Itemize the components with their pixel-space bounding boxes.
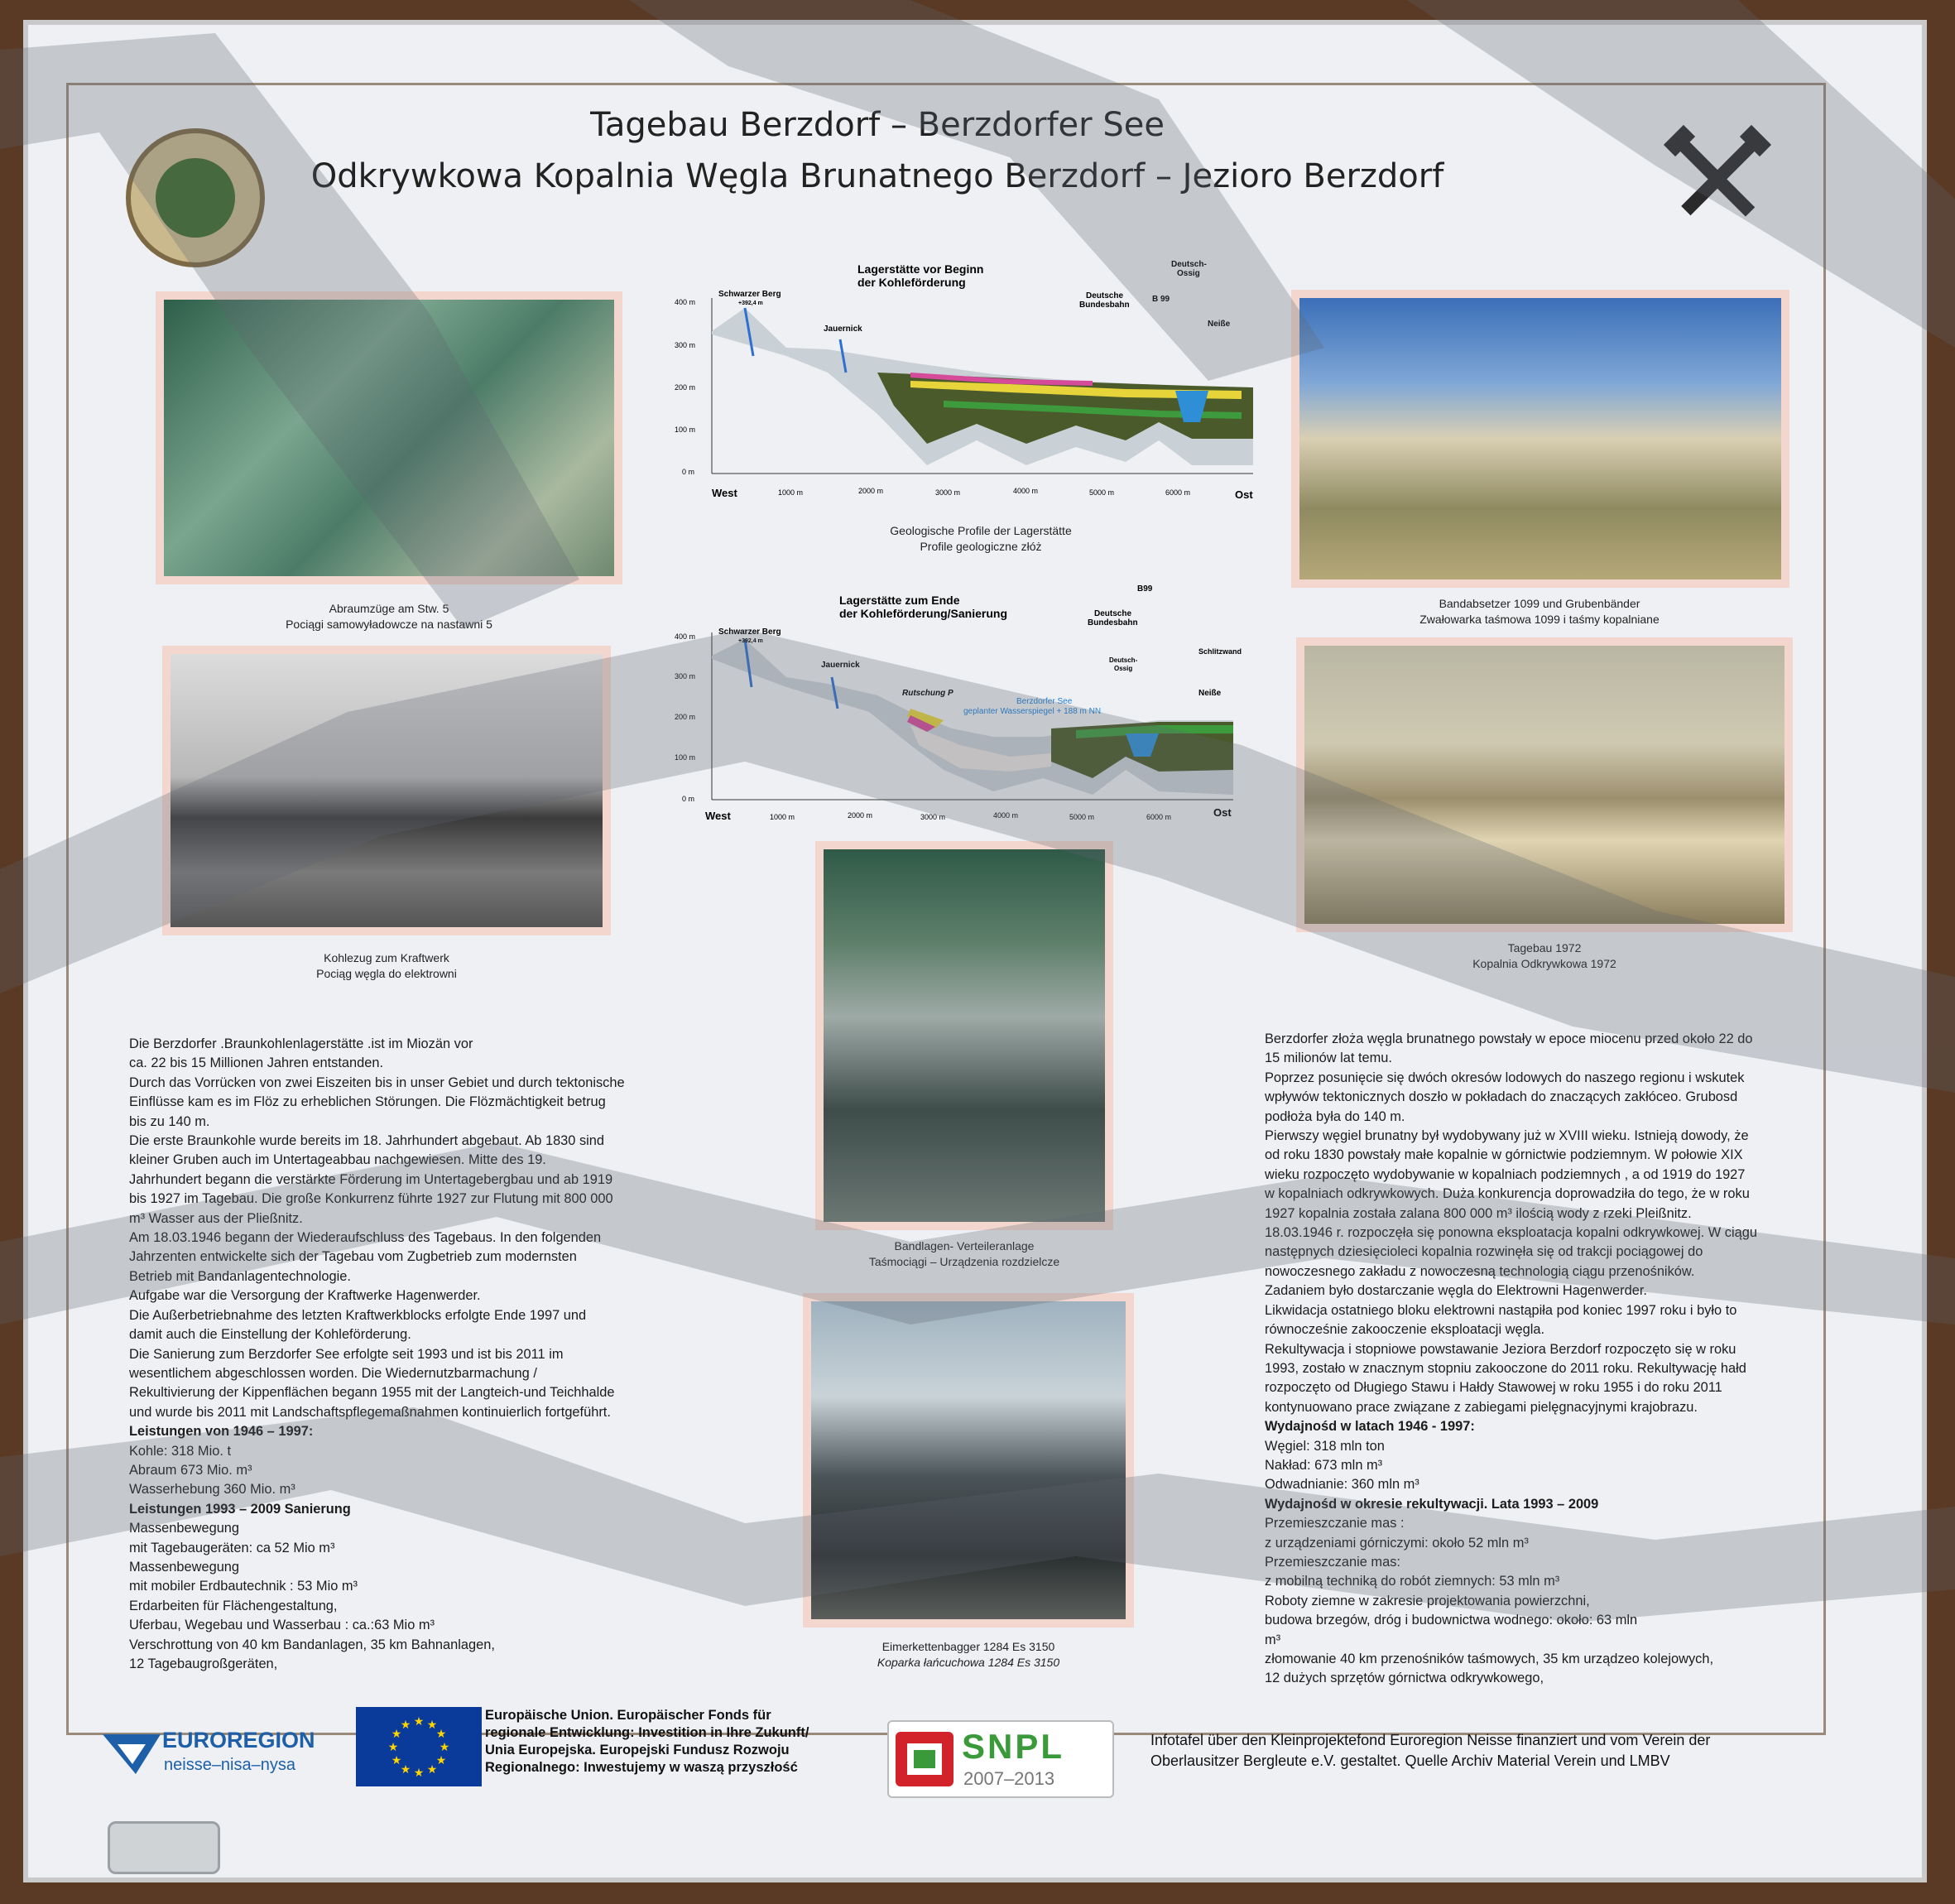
caption-spreader: Bandabsetzer 1099 und Grubenbänder Zwałowarka taśmowa 1099 i taśmy kopalniane bbox=[1419, 597, 1660, 626]
p1-label-neisse: Neiße bbox=[1208, 320, 1231, 329]
p1-label-b99: B 99 bbox=[1152, 295, 1170, 304]
p2-xtick: 3000 m bbox=[920, 813, 946, 821]
german-text-line: Jahrzenten entwickelte sich der Tagebau vom Zugbetrieb zum modernsten bbox=[129, 1249, 577, 1265]
mounting-plate bbox=[108, 1821, 220, 1874]
svg-text:★: ★ bbox=[400, 1719, 411, 1732]
german-text-line: Einflüsse kam es im Flöz zu erheblichen Störungen. Die Flözmächtigkeit betrug bbox=[129, 1094, 606, 1110]
polish-text-line: z mobilną techniką do robót ziemnych: 53 mln m³ bbox=[1265, 1574, 1560, 1589]
polish-text-line: 12 dużych sprzętów górnictwa odkrywkowego, bbox=[1265, 1671, 1544, 1686]
photo-spreader bbox=[1291, 290, 1789, 588]
profile2-title-line2: der Kohleförderung/Sanierung bbox=[839, 607, 1008, 620]
polish-text-line: kontynuowano prace związane z zabiegami pielęgnacyjnymi krajobrazu. bbox=[1265, 1399, 1698, 1415]
svg-text:★: ★ bbox=[435, 1728, 447, 1741]
euroregion-logo bbox=[98, 1724, 346, 1782]
polish-text-line: następnych dziesięcioleci kopalnia rozwinęła się od trakcji pociągowej do bbox=[1265, 1244, 1703, 1260]
german-text-line: Kohle: 318 Mio. t bbox=[129, 1443, 232, 1459]
p2-xtick: 1000 m bbox=[770, 813, 795, 821]
p2-ytick: 400 m bbox=[675, 632, 696, 641]
polish-text-line: wieku rozpoczęto wydobywanie w kopalniach podziemnych , a od 1919 do 1927 bbox=[1265, 1166, 1746, 1182]
german-text-line: m³ Wasser aus der Pließnitz. bbox=[129, 1210, 303, 1226]
p1-xtick: 2000 m bbox=[858, 487, 884, 495]
euroregion-name: EUROREGION bbox=[162, 1728, 315, 1753]
svg-text:★: ★ bbox=[426, 1719, 438, 1732]
p1-label-ossig1: Deutsch- bbox=[1171, 260, 1207, 269]
photo-mine-1972 bbox=[1296, 637, 1793, 932]
german-text-line: Massenbewegung bbox=[129, 1559, 240, 1575]
p1-label-db2: Bundesbahn bbox=[1079, 301, 1130, 310]
polish-text-line: 18.03.1946 r. rozpoczęła się ponowna eksploatacja kopalni odkrywkowej. W ciągu bbox=[1265, 1225, 1757, 1241]
p1-label-ossig2: Ossig bbox=[1177, 269, 1200, 278]
german-text-line: Die erste Braunkohle wurde bereits im 18. Jahrhundert abgebaut. Ab 1830 sind bbox=[129, 1133, 605, 1149]
polish-text-line: Wydajnośd w latach 1946 - 1997: bbox=[1265, 1419, 1475, 1435]
p2-xtick: 5000 m bbox=[1069, 813, 1095, 821]
polish-text-line: Nakład: 673 mln m³ bbox=[1265, 1457, 1383, 1473]
polish-text-line: 1927 kopalnia została zalana 800 000 m³ ilością wody z rzeki Pleißnitz. bbox=[1265, 1205, 1692, 1221]
snpl-logo bbox=[887, 1720, 1114, 1798]
p2-label-berg-height: +392,4 m bbox=[738, 638, 763, 644]
profile1-title-line1: Lagerstätte vor Beginn bbox=[857, 262, 984, 276]
german-text-line: Jahrhundert begann die verstärkte Förderung im Untertagebergbau und ab 1919 bbox=[129, 1171, 613, 1187]
p1-ytick: 300 m bbox=[675, 341, 696, 349]
polish-text-line: Pierwszy węgiel brunatny był wydobywany już w XVIII wieku. Istnieją dowody, że bbox=[1265, 1128, 1749, 1144]
p2-label-b99: B99 bbox=[1137, 584, 1153, 594]
german-text-line: Rekultivierung der Kippenflächen begann 1955 mit der Langteich-und Teichhalde bbox=[129, 1385, 615, 1401]
german-text-line: Uferbau, Wegebau und Wasserbau : ca.:63 Mio m³ bbox=[129, 1618, 435, 1633]
german-text-line: 12 Tagebaugroßgeräten, bbox=[129, 1656, 278, 1671]
p2-label-jauernick: Jauernick bbox=[821, 661, 860, 670]
p2-label-ossig2: Ossig bbox=[1114, 665, 1133, 672]
p2-xtick: 6000 m bbox=[1146, 813, 1172, 821]
german-text-line: Leistungen von 1946 – 1997: bbox=[129, 1424, 314, 1440]
profile1-title-line2: der Kohleförderung bbox=[857, 276, 966, 289]
german-text-line: ca. 22 bis 15 Millionen Jahren entstanden. bbox=[129, 1055, 384, 1071]
svg-text:★: ★ bbox=[426, 1763, 438, 1777]
p2-label-see: Berzdorfer See bbox=[1016, 697, 1073, 706]
polish-text-line: Węgiel: 318 mln ton bbox=[1265, 1438, 1385, 1454]
polish-text-line: Zadaniem było dostarczanie węgla do Elektrowni Hagenwerder. bbox=[1265, 1283, 1647, 1299]
title-german: Tagebau Berzdorf – Berzdorfer See bbox=[590, 106, 1165, 144]
svg-text:★: ★ bbox=[387, 1741, 399, 1754]
svg-text:★: ★ bbox=[439, 1741, 450, 1754]
p1-ytick: 400 m bbox=[675, 298, 696, 306]
geological-profile-after bbox=[662, 579, 1266, 828]
photo-coal-train bbox=[162, 646, 611, 935]
polish-text-line: rozpoczęto od Długiego Stawu i Hałdy Stawowej w roku 1955 i do roku 2011 bbox=[1265, 1380, 1722, 1396]
svg-text:★: ★ bbox=[413, 1715, 425, 1729]
p2-label-db1: Deutsche bbox=[1094, 609, 1132, 618]
photo-conveyor bbox=[815, 841, 1113, 1230]
p1-xtick: 1000 m bbox=[778, 488, 804, 497]
polish-text-line: m³ bbox=[1265, 1632, 1281, 1647]
german-text-line: Erdarbeiten für Flächengestaltung, bbox=[129, 1598, 338, 1613]
p2-xtick: 2000 m bbox=[848, 811, 873, 820]
german-text-line: Leistungen 1993 – 2009 Sanierung bbox=[129, 1501, 351, 1517]
p1-label-berg-height: +392,4 m bbox=[738, 301, 763, 306]
p1-xtick: 6000 m bbox=[1165, 488, 1191, 497]
eu-flag-icon bbox=[356, 1707, 482, 1786]
p2-label-ossig1: Deutsch- bbox=[1109, 656, 1138, 664]
snpl-years: 2007–2013 bbox=[963, 1768, 1055, 1789]
p1-xtick: 4000 m bbox=[1013, 487, 1039, 495]
german-text-line: Aufgabe war die Versorgung der Kraftwerke Hagenwerder. bbox=[129, 1288, 481, 1304]
polish-text-line: 1993, zostało w znacznym stopniu zakooczone do 2011 roku. Rekultywację hałd bbox=[1265, 1360, 1746, 1376]
german-text-line: Abraum 673 Mio. m³ bbox=[129, 1462, 252, 1478]
polish-text-line: 15 milionów lat temu. bbox=[1265, 1051, 1392, 1066]
caption-mine-1972: Tagebau 1972 Kopalnia Odkrywkowa 1972 bbox=[1472, 941, 1616, 970]
p2-ytick: 0 m bbox=[682, 795, 695, 803]
p1-ytick: 200 m bbox=[675, 383, 696, 392]
german-text-line: Wasserhebung 360 Mio. m³ bbox=[129, 1482, 295, 1498]
polish-text-line: wpływów tektonicznych doszło w pokładach do znaczących zakłóceo. Grubosd bbox=[1265, 1089, 1738, 1105]
info-credits: Infotafel über den Kleinprojektefond Euroregion Neisse finanziert und vom Verein der Oberlausitzer Bergleute e.V. gestaltet. Quelle Archiv Material Verein und LMBV bbox=[1150, 1732, 1711, 1769]
polish-text-line: budowa brzegów, dróg i budownictwa wodnego: około: 63 mln bbox=[1265, 1613, 1638, 1628]
tree-emblem-icon bbox=[156, 158, 235, 238]
caption-conveyor: Bandlagen- Verteileranlage Taśmociągi – Urządzenia rozdzielcze bbox=[868, 1239, 1060, 1268]
eu-stars-icon bbox=[356, 1707, 482, 1786]
body-text-german bbox=[129, 1035, 625, 1674]
p2-label-rutschung: Rutschung P bbox=[902, 689, 953, 698]
german-text-line: mit Tagebaugeräten: ca 52 Mio m³ bbox=[129, 1540, 335, 1555]
german-text-line: Am 18.03.1946 begann der Wiederaufschluss des Tagebaus. In den folgenden bbox=[129, 1230, 602, 1246]
polish-text-line: Przemieszczanie mas : bbox=[1265, 1516, 1405, 1531]
german-text-line: bis 1927 im Tagebau. Die große Konkurrenz führte 1927 zur Flutung mit 800 000 bbox=[129, 1191, 613, 1207]
p1-xtick: 5000 m bbox=[1089, 488, 1115, 497]
miners-association-seal bbox=[126, 128, 265, 267]
polish-text-line: złomowanie 40 km przenośników taśmowych, 35 km urządzeo kolejowych, bbox=[1265, 1652, 1714, 1666]
polish-text-line: Rekultywacja i stopniowe powstawanie Jeziora Berzdorf rozpoczęto się w roku bbox=[1265, 1341, 1736, 1357]
hammer-and-pick-icon bbox=[1664, 124, 1771, 232]
polish-text-line: Poprzez posunięcie się dwóch okresów lodowych do naszego regionu i wskutek bbox=[1265, 1070, 1745, 1085]
polish-text-line: Roboty ziemne w zakresie projektowania powierzchni, bbox=[1265, 1593, 1590, 1608]
p2-label-berg: Schwarzer Berg bbox=[718, 627, 781, 637]
svg-text:★: ★ bbox=[400, 1763, 411, 1777]
euroregion-subtitle: neisse–nisa–nysa bbox=[164, 1756, 295, 1774]
p1-label-jauernick: Jauernick bbox=[824, 325, 862, 334]
body-text-polish bbox=[1265, 1030, 1757, 1689]
polish-text-line: nowoczesnego zakładu z nowoczesną technologią ciągu przenośników. bbox=[1265, 1263, 1695, 1279]
polish-text-line: od roku 1830 powstały małe kopalnie w górnictwie podziemnym. W połowie XIX bbox=[1265, 1147, 1743, 1163]
geological-profile-before bbox=[662, 248, 1266, 505]
polish-text-line: z urządzeniami górniczymi: około 52 mln m³ bbox=[1265, 1535, 1529, 1551]
profile2-title-line1: Lagerstätte zum Ende bbox=[839, 594, 960, 607]
caption-spoil-trains: Abraumzüge am Stw. 5 Pociągi samowyładowcze na nastawni 5 bbox=[286, 602, 492, 631]
euroregion-emblem-icon bbox=[103, 1731, 161, 1777]
p2-west: West bbox=[705, 810, 731, 822]
german-text-line: Durch das Vorrücken von zwei Eiszeiten bis in unser Gebiet und durch tektonische bbox=[129, 1075, 625, 1090]
german-text-line: bis zu 140 m. bbox=[129, 1113, 210, 1129]
p2-label-neisse: Neiße bbox=[1198, 689, 1222, 698]
caption-profiles: Geologische Profile der Lagerstätte Profile geologiczne złóż bbox=[890, 524, 1072, 553]
caption-excavator: Eimerkettenbagger 1284 Es 3150 Koparka łańcuchowa 1284 Es 3150 bbox=[877, 1640, 1060, 1669]
caption-coal-train: Kohlezug zum Kraftwerk Pociąg węgla do elektrowni bbox=[316, 951, 457, 980]
photo-spoil-trains bbox=[156, 291, 622, 584]
german-text-line: damit auch die Einstellung der Kohleförderung. bbox=[129, 1327, 411, 1343]
polish-text-line: Berzdorfer złoża węgla brunatnego powstały w epoce miocenu przed około 22 do bbox=[1265, 1031, 1753, 1046]
snpl-emblem-icon bbox=[896, 1732, 953, 1786]
svg-text:★: ★ bbox=[435, 1754, 447, 1767]
p1-label-db1: Deutsche bbox=[1086, 291, 1124, 301]
p2-ytick: 100 m bbox=[675, 753, 696, 762]
svg-text:★: ★ bbox=[391, 1728, 402, 1741]
german-text-line: und wurde bis 2011 mit Landschaftspflegemaßnahmen kontinuierlich fortgeführt. bbox=[129, 1404, 611, 1420]
p1-west: West bbox=[712, 487, 737, 499]
p1-east: Ost bbox=[1235, 488, 1253, 501]
german-text-line: Die Sanierung zum Berzdorfer See erfolgte seit 1993 und ist bis 2011 im bbox=[129, 1346, 564, 1362]
polish-text-line: podłoża była do 140 m. bbox=[1265, 1108, 1405, 1124]
p1-xtick: 3000 m bbox=[935, 488, 961, 497]
p1-label-berg: Schwarzer Berg bbox=[718, 290, 781, 299]
photo-excavator bbox=[803, 1293, 1134, 1628]
p2-label-water-level: geplanter Wasserspiegel + 188 m NN bbox=[963, 707, 1102, 716]
snpl-name: SNPL bbox=[962, 1727, 1065, 1766]
german-text-line: Die Berzdorfer .Braunkohlenlagerstätte .ist im Miozän vor bbox=[129, 1036, 473, 1051]
polish-text-line: Przemieszczanie mas: bbox=[1265, 1554, 1400, 1570]
p2-ytick: 200 m bbox=[675, 713, 696, 721]
p1-ytick: 0 m bbox=[682, 468, 695, 476]
svg-text:★: ★ bbox=[413, 1767, 425, 1780]
german-text-line: kleiner Gruben auch im Untertageabbau nachgewiesen. Mitte des 19. bbox=[129, 1152, 546, 1168]
title-polish: Odkrywkowa Kopalnia Węgla Brunatnego Berzdorf – Jezioro Berzdorf bbox=[310, 157, 1444, 195]
p2-ytick: 300 m bbox=[675, 672, 696, 680]
p2-label-db2: Bundesbahn bbox=[1088, 618, 1138, 627]
polish-text-line: Wydajnośd w okresie rekultywacji. Lata 1993 – 2009 bbox=[1265, 1496, 1599, 1512]
german-text-line: Massenbewegung bbox=[129, 1521, 240, 1536]
polish-text-line: w kopalniach odkrywkowych. Duża konkurencja doprowadziła do tego, że w roku bbox=[1265, 1186, 1750, 1202]
p2-east: Ost bbox=[1213, 806, 1232, 819]
p2-label-schlitzwand: Schlitzwand bbox=[1198, 647, 1242, 656]
polish-text-line: Likwidacja ostatniego bloku elektrowni nastąpiła pod koniec 1997 roku i było to bbox=[1265, 1302, 1737, 1318]
german-text-line: Die Außerbetriebnahme des letzten Kraftwerkblocks erfolgte Ende 1997 und bbox=[129, 1307, 587, 1323]
p1-ytick: 100 m bbox=[675, 426, 696, 434]
german-text-line: Verschrottung von 40 km Bandanlagen, 35 km Bahnanlagen, bbox=[129, 1637, 495, 1652]
polish-text-line: równocześnie zakooczenie eksploatacji węgla. bbox=[1265, 1322, 1545, 1338]
german-text-line: wesentlichem abgeschlossen worden. Die Wiedernutzbarmachung / bbox=[129, 1365, 537, 1381]
german-text-line: Betrieb mit Bandanlagentechnologie. bbox=[129, 1268, 351, 1284]
polish-text-line: Odwadnianie: 360 mln m³ bbox=[1265, 1477, 1419, 1493]
p2-xtick: 4000 m bbox=[993, 811, 1019, 820]
eu-funding-text: Europäische Union. Europäischer Fonds für regionale Entwicklung: Investition in Ihre Zukunft/ Unia Europejska. Europejski Fundusz Rozwoju Regionalnego: Inwestujemy w waszą przyszłość bbox=[485, 1708, 809, 1775]
german-text-line: mit mobiler Erdbautechnik : 53 Mio m³ bbox=[129, 1579, 358, 1594]
svg-text:★: ★ bbox=[391, 1754, 402, 1767]
